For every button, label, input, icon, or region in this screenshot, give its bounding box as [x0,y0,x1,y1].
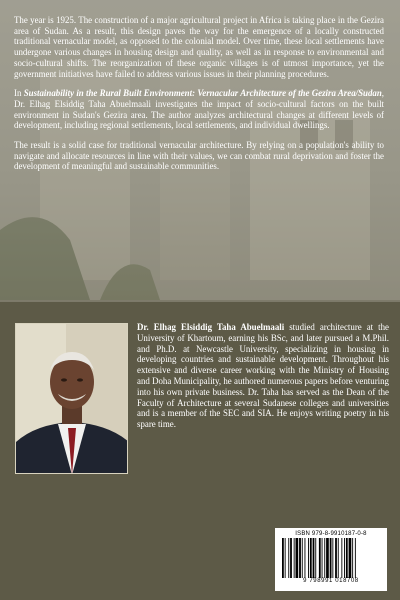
isbn-label: ISBN 979-8-9910187-0-8 [295,531,367,537]
author-photo [15,323,128,474]
paragraph-1: The year is 1925. The construction of a major agricultural project in Africa is taking place in the Gezira area of Sudan. As a result, this design paves the way for the emergence of a locally constructed traditional vernacular model, as opposed to the colonial model. Over time, these local settlements have undergone various changes in housing design and quality, as well as in response to environmental and socio-cultural shifts. The reorganization of these organic villages is of utmost importance, yet the government initiatives have failed to address various issues in their planning procedures. [14,15,384,79]
isbn-barcode [275,528,387,591]
book-title: Sustainability in the Rural Built Environment: Vernacular Architecture of the Gezira Area/Sudan [23,88,382,99]
barcode-icon [281,538,381,578]
description-text [14,15,384,181]
author-bio [137,322,389,430]
author-name: Dr. Elhag Elsiddig Taha Abuelmaali [137,322,285,332]
author-portrait-illustration [16,324,128,474]
paragraph-2: In Sustainability in the Rural Built Environment: Vernacular Architecture of the Gezira Area/Sudan, Dr. Elhag Elsiddig Taha Abuelmaali investigates the impact of socio-cultural factors on the built environment in Sudan's Gezira area. The author analyzes architectural changes at different levels of development, including regional settlements, local settlements, and individual dwellings. [14,88,384,131]
author-bio-text: studied architecture at the University of Khartoum, earning his BSc, and later pursued a M.Phil. and Ph.D. at Newcastle University, specializing in housing in developing countries and sustainable development. Throughout his extensive and diverse career working with the Ministry of Housing and Doha Municipality, he authored numerous papers before venturing into his own private business. Dr. Taha has served as the Dean of the Faculty of Architecture at several Sudanese colleges and universities and is a member of the SEC and SIA. He enjoys writing poetry in his spare time. [137,322,389,430]
barcode-digits: 9 798991 018708 [303,578,359,584]
paragraph-3: The result is a solid case for traditional vernacular architecture. By relying on a population's ability to navigate and allocate resources in line with their values, we can combat rural deprivation and foster the development of meaningful and sustainable communities. [14,140,384,172]
